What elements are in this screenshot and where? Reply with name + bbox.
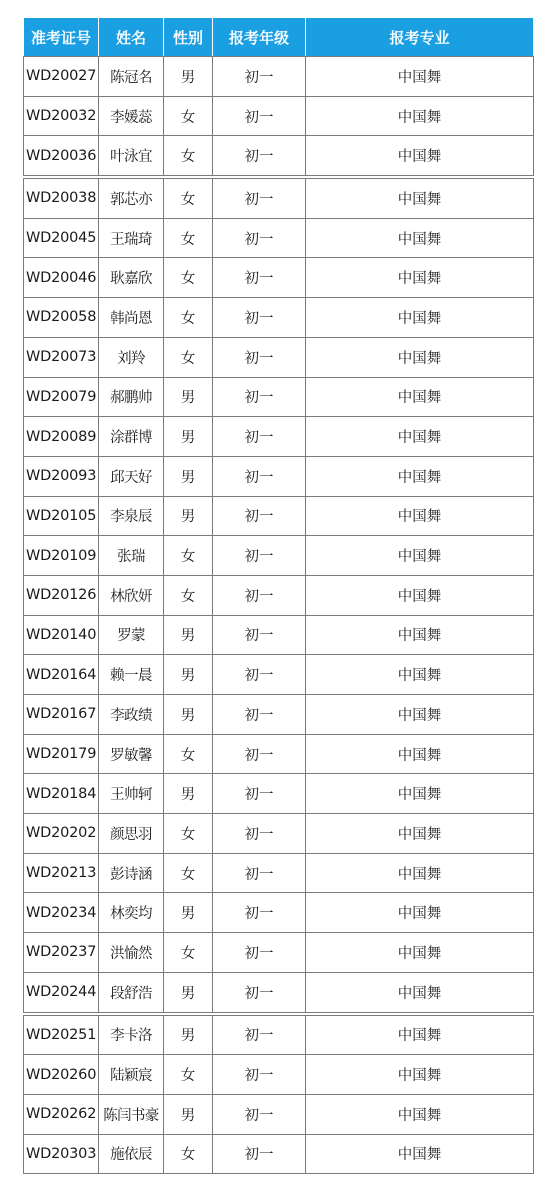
grade-cell: 初一 <box>213 655 306 695</box>
grade-cell: 初一 <box>213 177 306 218</box>
major-cell: 中国舞 <box>306 57 534 97</box>
major-cell: 中国舞 <box>306 337 534 377</box>
grade-cell: 初一 <box>213 893 306 933</box>
major-cell: 中国舞 <box>306 814 534 854</box>
gender-cell: 男 <box>164 893 213 933</box>
grade-cell: 初一 <box>213 337 306 377</box>
gender-cell: 男 <box>164 1014 213 1055</box>
major-cell: 中国舞 <box>306 496 534 536</box>
grade-cell: 初一 <box>213 853 306 893</box>
header-gender: 性别 <box>164 18 213 57</box>
header-exam-id: 准考证号 <box>24 18 99 57</box>
grade-cell: 初一 <box>213 1055 306 1095</box>
grade-cell: 初一 <box>213 1014 306 1055</box>
gender-cell: 女 <box>164 218 213 258</box>
table-row <box>24 853 534 893</box>
name-cell: 陈冠名 <box>99 57 164 97</box>
table-row <box>24 177 534 218</box>
exam-id-cell: WD20184 <box>24 774 99 814</box>
header-row <box>24 18 534 57</box>
gender-cell: 女 <box>164 258 213 298</box>
table-header <box>24 18 534 57</box>
gender-cell: 女 <box>164 1134 213 1174</box>
header-major: 报考专业 <box>306 18 534 57</box>
exam-id-cell: WD20109 <box>24 536 99 576</box>
name-cell: 陈闫书豪 <box>99 1094 164 1134</box>
exam-id-cell: WD20260 <box>24 1055 99 1095</box>
name-cell: 郝鹏帅 <box>99 377 164 417</box>
major-cell: 中国舞 <box>306 377 534 417</box>
table-row <box>24 536 534 576</box>
name-cell: 罗敏馨 <box>99 734 164 774</box>
gender-cell: 男 <box>164 972 213 1013</box>
grade-cell: 初一 <box>213 496 306 536</box>
table-row <box>24 57 534 97</box>
name-cell: 李媛蕊 <box>99 96 164 136</box>
major-cell: 中国舞 <box>306 218 534 258</box>
gender-cell: 男 <box>164 496 213 536</box>
major-cell: 中国舞 <box>306 734 534 774</box>
name-cell: 段舒浩 <box>99 972 164 1013</box>
table-row <box>24 1094 534 1134</box>
exam-id-cell: WD20179 <box>24 734 99 774</box>
candidate-sheet <box>23 18 533 1174</box>
grade-cell: 初一 <box>213 298 306 338</box>
grade-cell: 初一 <box>213 774 306 814</box>
major-cell: 中国舞 <box>306 893 534 933</box>
grade-cell: 初一 <box>213 1094 306 1134</box>
table-row <box>24 615 534 655</box>
name-cell: 韩尚恩 <box>99 298 164 338</box>
grade-cell: 初一 <box>213 615 306 655</box>
name-cell: 彭诗涵 <box>99 853 164 893</box>
major-cell: 中国舞 <box>306 1014 534 1055</box>
major-cell: 中国舞 <box>306 177 534 218</box>
exam-id-cell: WD20126 <box>24 575 99 615</box>
exam-id-cell: WD20089 <box>24 417 99 457</box>
table-row <box>24 496 534 536</box>
gender-cell: 女 <box>164 136 213 177</box>
gender-cell: 女 <box>164 96 213 136</box>
header-name: 姓名 <box>99 18 164 57</box>
major-cell: 中国舞 <box>306 1055 534 1095</box>
grade-cell: 初一 <box>213 575 306 615</box>
exam-id-cell: WD20202 <box>24 814 99 854</box>
table-body <box>24 57 534 1174</box>
name-cell: 李泉辰 <box>99 496 164 536</box>
gender-cell: 女 <box>164 933 213 973</box>
name-cell: 林奕均 <box>99 893 164 933</box>
exam-id-cell: WD20140 <box>24 615 99 655</box>
name-cell: 张瑞 <box>99 536 164 576</box>
grade-cell: 初一 <box>213 456 306 496</box>
grade-cell: 初一 <box>213 258 306 298</box>
major-cell: 中国舞 <box>306 258 534 298</box>
major-cell: 中国舞 <box>306 1094 534 1134</box>
grade-cell: 初一 <box>213 536 306 576</box>
gender-cell: 女 <box>164 337 213 377</box>
table-row <box>24 814 534 854</box>
exam-id-cell: WD20045 <box>24 218 99 258</box>
table-row <box>24 1055 534 1095</box>
major-cell: 中国舞 <box>306 456 534 496</box>
major-cell: 中国舞 <box>306 298 534 338</box>
grade-cell: 初一 <box>213 814 306 854</box>
exam-id-cell: WD20073 <box>24 337 99 377</box>
exam-id-cell: WD20167 <box>24 695 99 735</box>
table-row <box>24 1134 534 1174</box>
name-cell: 邱天好 <box>99 456 164 496</box>
exam-id-cell: WD20027 <box>24 57 99 97</box>
gender-cell: 男 <box>164 377 213 417</box>
exam-id-cell: WD20079 <box>24 377 99 417</box>
grade-cell: 初一 <box>213 1134 306 1174</box>
table-row <box>24 774 534 814</box>
exam-id-cell: WD20036 <box>24 136 99 177</box>
major-cell: 中国舞 <box>306 972 534 1013</box>
exam-id-cell: WD20244 <box>24 972 99 1013</box>
table-row <box>24 377 534 417</box>
grade-cell: 初一 <box>213 734 306 774</box>
name-cell: 李卡洛 <box>99 1014 164 1055</box>
exam-id-cell: WD20038 <box>24 177 99 218</box>
grade-cell: 初一 <box>213 695 306 735</box>
major-cell: 中国舞 <box>306 136 534 177</box>
table-row <box>24 337 534 377</box>
gender-cell: 男 <box>164 615 213 655</box>
header-grade: 报考年级 <box>213 18 306 57</box>
table-row <box>24 933 534 973</box>
gender-cell: 男 <box>164 1094 213 1134</box>
name-cell: 赖一晨 <box>99 655 164 695</box>
major-cell: 中国舞 <box>306 933 534 973</box>
gender-cell: 男 <box>164 774 213 814</box>
name-cell: 罗蒙 <box>99 615 164 655</box>
gender-cell: 男 <box>164 57 213 97</box>
table-row <box>24 695 534 735</box>
table-row <box>24 734 534 774</box>
exam-id-cell: WD20251 <box>24 1014 99 1055</box>
exam-id-cell: WD20213 <box>24 853 99 893</box>
gender-cell: 女 <box>164 814 213 854</box>
table-row <box>24 417 534 457</box>
table-row <box>24 893 534 933</box>
table-row <box>24 456 534 496</box>
major-cell: 中国舞 <box>306 1134 534 1174</box>
gender-cell: 女 <box>164 298 213 338</box>
exam-id-cell: WD20105 <box>24 496 99 536</box>
gender-cell: 女 <box>164 536 213 576</box>
gender-cell: 女 <box>164 1055 213 1095</box>
exam-id-cell: WD20058 <box>24 298 99 338</box>
candidate-table <box>23 18 534 1174</box>
table-row <box>24 575 534 615</box>
major-cell: 中国舞 <box>306 695 534 735</box>
name-cell: 耿嘉欣 <box>99 258 164 298</box>
exam-id-cell: WD20303 <box>24 1134 99 1174</box>
gender-cell: 男 <box>164 456 213 496</box>
table-row <box>24 1014 534 1055</box>
name-cell: 陆颖宸 <box>99 1055 164 1095</box>
exam-id-cell: WD20164 <box>24 655 99 695</box>
grade-cell: 初一 <box>213 218 306 258</box>
table-row <box>24 218 534 258</box>
grade-cell: 初一 <box>213 57 306 97</box>
grade-cell: 初一 <box>213 417 306 457</box>
table-row <box>24 258 534 298</box>
name-cell: 叶泳宜 <box>99 136 164 177</box>
exam-id-cell: WD20046 <box>24 258 99 298</box>
gender-cell: 女 <box>164 177 213 218</box>
gender-cell: 男 <box>164 655 213 695</box>
exam-id-cell: WD20032 <box>24 96 99 136</box>
major-cell: 中国舞 <box>306 575 534 615</box>
gender-cell: 男 <box>164 417 213 457</box>
grade-cell: 初一 <box>213 933 306 973</box>
name-cell: 郭芯亦 <box>99 177 164 218</box>
major-cell: 中国舞 <box>306 655 534 695</box>
name-cell: 王瑞琦 <box>99 218 164 258</box>
table-row <box>24 298 534 338</box>
major-cell: 中国舞 <box>306 536 534 576</box>
exam-id-cell: WD20237 <box>24 933 99 973</box>
major-cell: 中国舞 <box>306 774 534 814</box>
major-cell: 中国舞 <box>306 615 534 655</box>
exam-id-cell: WD20093 <box>24 456 99 496</box>
table-row <box>24 655 534 695</box>
exam-id-cell: WD20262 <box>24 1094 99 1134</box>
grade-cell: 初一 <box>213 377 306 417</box>
major-cell: 中国舞 <box>306 853 534 893</box>
name-cell: 涂群博 <box>99 417 164 457</box>
name-cell: 施依辰 <box>99 1134 164 1174</box>
grade-cell: 初一 <box>213 972 306 1013</box>
name-cell: 王帅轲 <box>99 774 164 814</box>
grade-cell: 初一 <box>213 96 306 136</box>
name-cell: 洪愉然 <box>99 933 164 973</box>
major-cell: 中国舞 <box>306 96 534 136</box>
gender-cell: 男 <box>164 695 213 735</box>
table-row <box>24 136 534 177</box>
gender-cell: 女 <box>164 734 213 774</box>
name-cell: 林欣妍 <box>99 575 164 615</box>
table-row <box>24 96 534 136</box>
gender-cell: 女 <box>164 575 213 615</box>
major-cell: 中国舞 <box>306 417 534 457</box>
name-cell: 刘羚 <box>99 337 164 377</box>
name-cell: 颜思羽 <box>99 814 164 854</box>
grade-cell: 初一 <box>213 136 306 177</box>
exam-id-cell: WD20234 <box>24 893 99 933</box>
gender-cell: 女 <box>164 853 213 893</box>
name-cell: 李政绩 <box>99 695 164 735</box>
table-row <box>24 972 534 1013</box>
